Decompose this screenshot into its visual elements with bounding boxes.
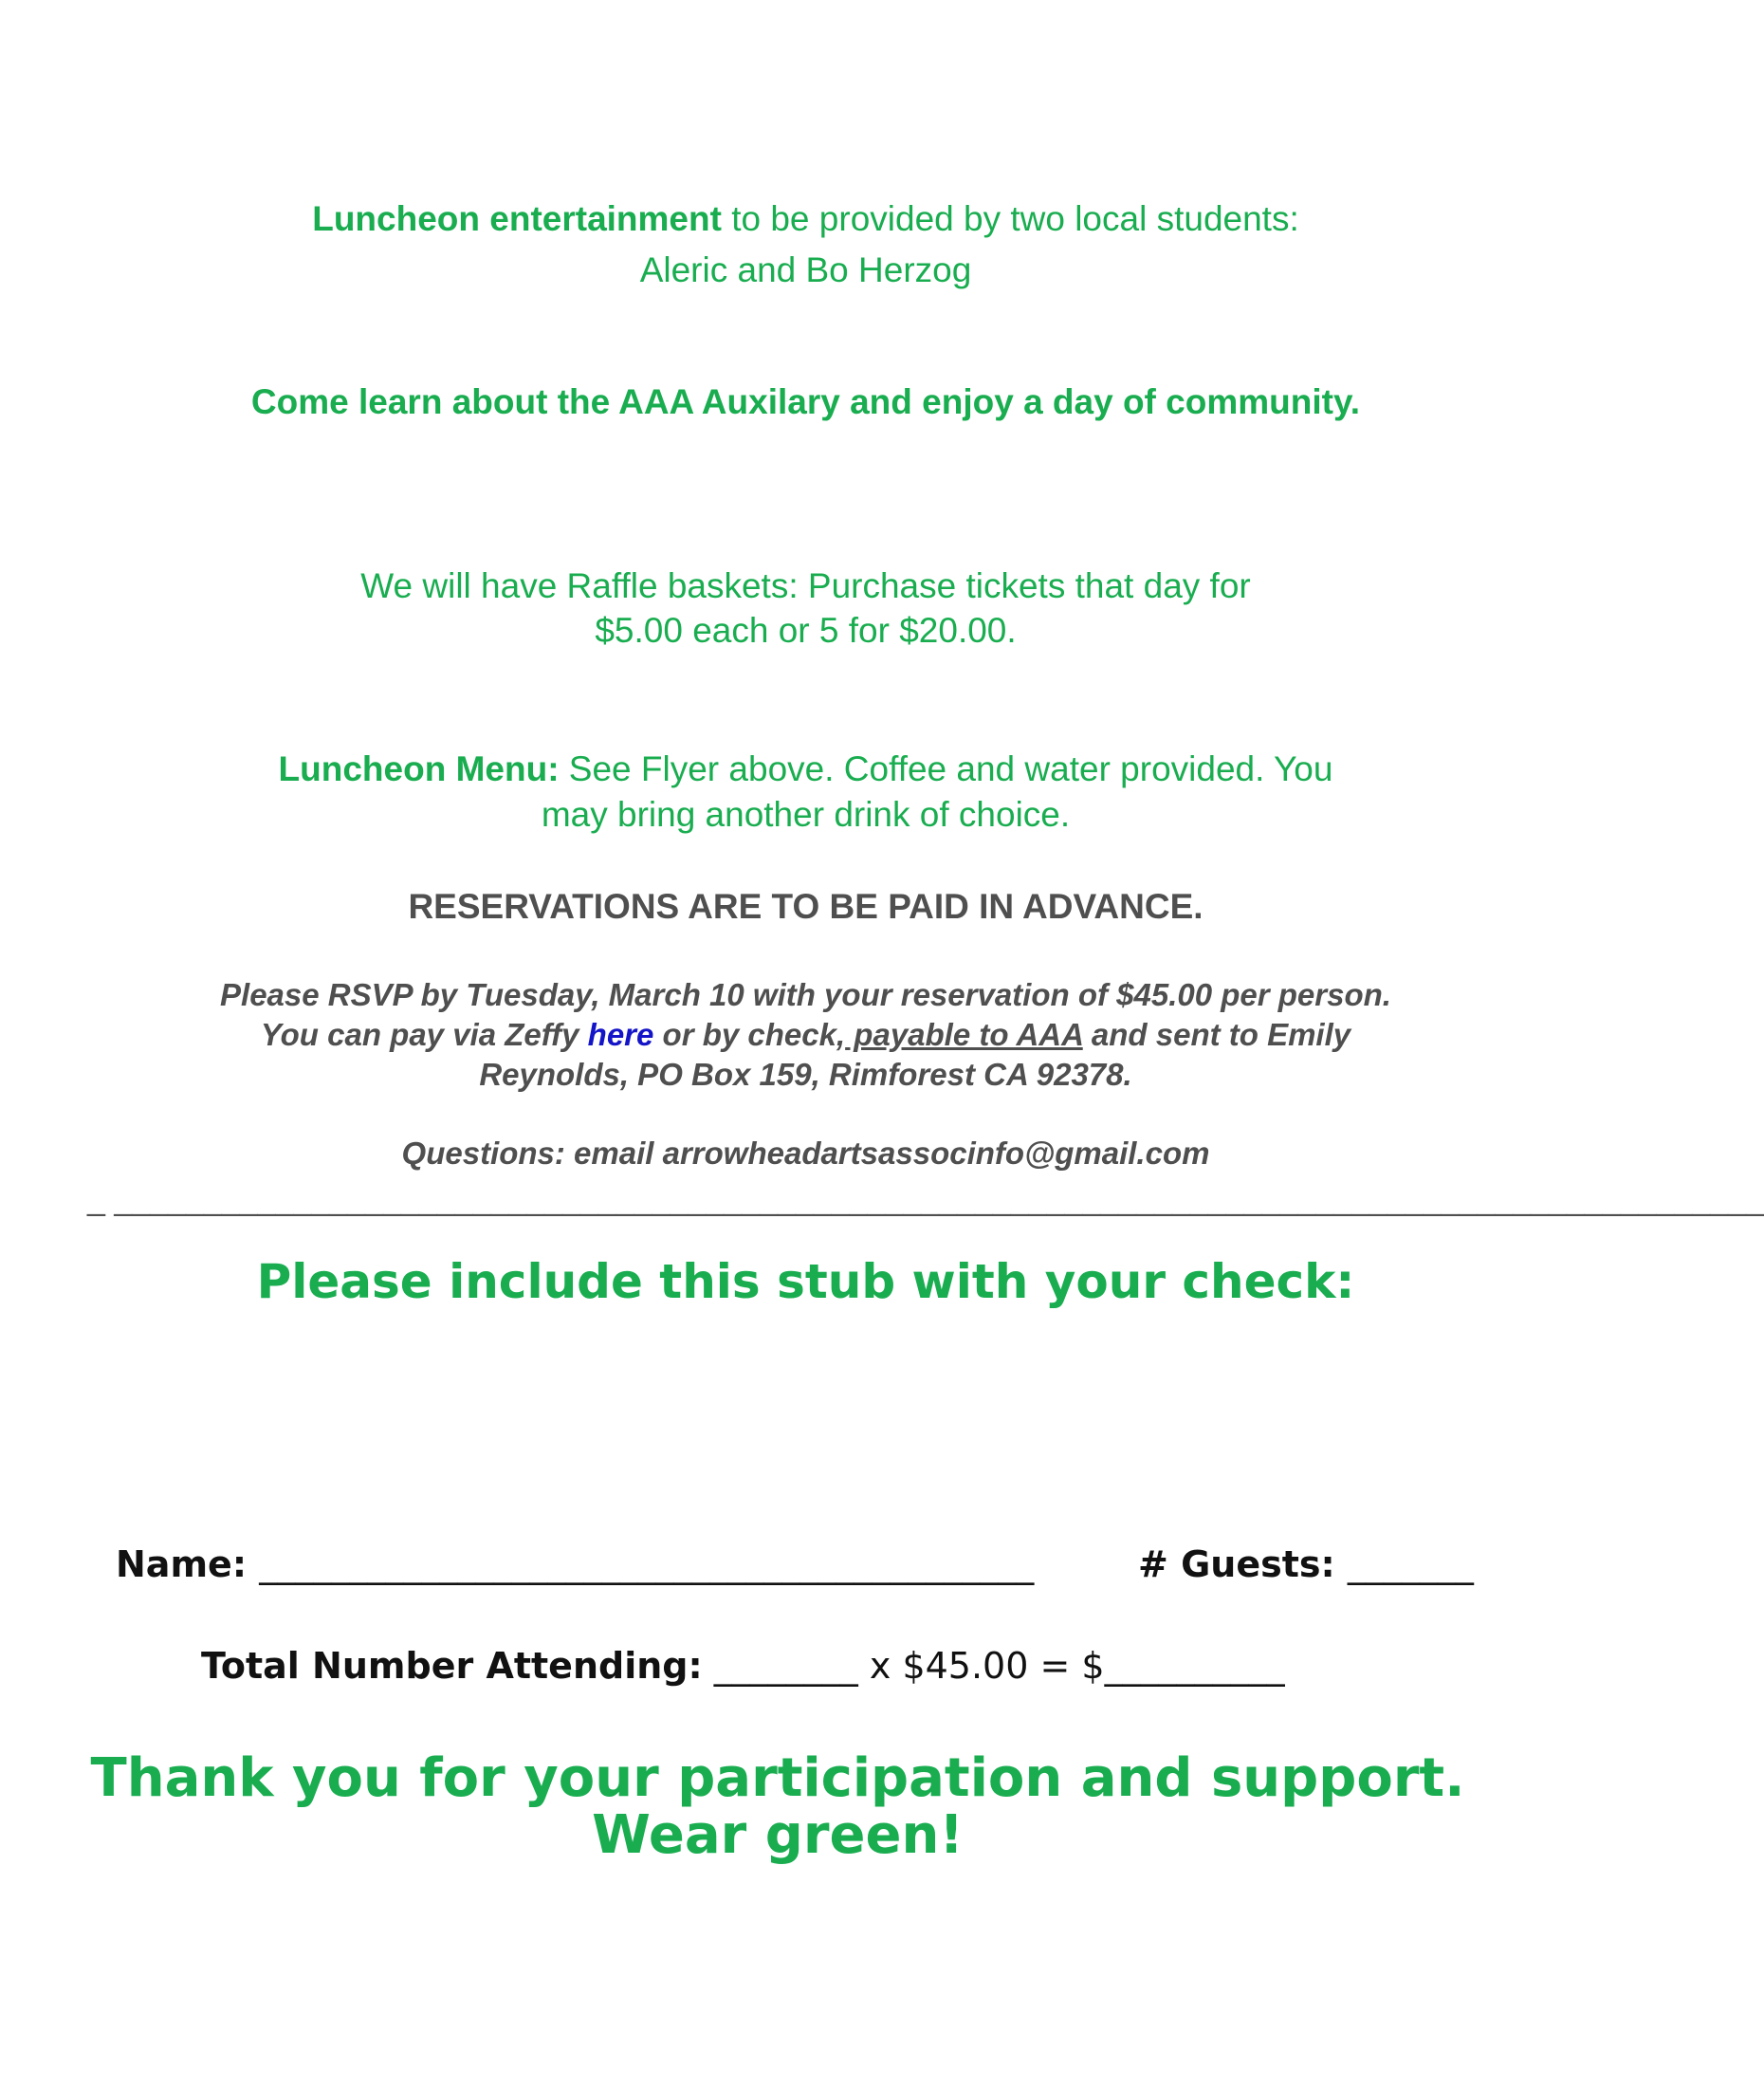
questions-line: Questions: email arrowheadartsassocinfo@gmail.com: [401, 1136, 1210, 1171]
rsvp-line-1: Please RSVP by Tuesday, March 10 with your reservation of $45.00 per person.: [220, 977, 1391, 1012]
menu-rest: See Flyer above. Coffee and water provided. You: [559, 749, 1333, 788]
entertainment-lead: Luncheon entertainment: [312, 199, 722, 238]
rsvp-text-c: and sent to Emily: [1082, 1017, 1351, 1052]
zeffy-link[interactable]: here: [587, 1017, 654, 1052]
total-blank[interactable]: ________: [713, 1645, 858, 1687]
payable-text: payable to AAA: [845, 1017, 1083, 1052]
raffle-line-1: We will have Raffle baskets: Purchase tickets that day for: [360, 566, 1251, 605]
rsvp-text-a: You can pay via Zeffy: [260, 1017, 588, 1052]
guests-row: [1138, 1543, 1474, 1585]
menu-line-2: may bring another drink of choice.: [541, 795, 1071, 834]
name-label: Name:: [116, 1543, 248, 1585]
rsvp-line-3: Reynolds, PO Box 159, Rimforest CA 92378.: [479, 1057, 1132, 1092]
closing-line-2: Wear green!: [592, 1804, 964, 1866]
amount-blank[interactable]: __________: [1104, 1645, 1285, 1687]
raffle-line-2: $5.00 each or 5 for $20.00.: [595, 611, 1017, 650]
guests-blank[interactable]: _______: [1347, 1543, 1474, 1585]
community-line: Come learn about the AAA Auxilary and enjoy a day of community.: [250, 382, 1361, 421]
entertainment-line-2: Aleric and Bo Herzog: [639, 250, 972, 289]
rsvp-line-2: [0, 1017, 1611, 1053]
entertainment-rest: to be provided by two local students:: [721, 199, 1299, 238]
entertainment-line-1: [0, 199, 1611, 239]
stub-heading: Please include this stub with your check:: [256, 1254, 1355, 1309]
name-blank[interactable]: ___________________________________________: [259, 1543, 1035, 1585]
total-row: [201, 1645, 1285, 1687]
guests-label: # Guests:: [1138, 1543, 1335, 1585]
reservations-notice: RESERVATIONS ARE TO BE PAID IN ADVANCE.: [408, 887, 1204, 926]
menu-lead: Luncheon Menu:: [278, 749, 560, 788]
total-label: Total Number Attending:: [201, 1645, 703, 1687]
rsvp-text-b: or by check,: [653, 1017, 846, 1052]
cut-line: _ ____________________________________________________________________________________________: [87, 1181, 1764, 1217]
closing-line-1: Thank you for your participation and support.: [90, 1747, 1465, 1809]
name-row: [116, 1543, 1034, 1585]
menu-line-1: [0, 749, 1611, 789]
price-text: x $45.00 = $: [869, 1645, 1105, 1687]
